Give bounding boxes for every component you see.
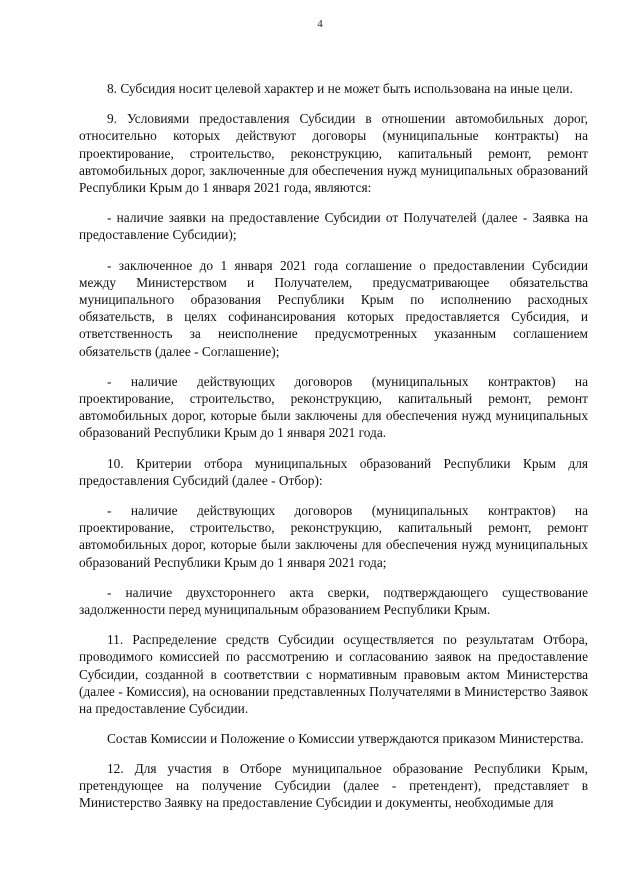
paragraph-11: 11. Распределение средств Субсидии осуществляется по результатам Отбора, проводимого комиссией по рассмотрению и согласованию заявок на предоставление Субсидии, созданной в соответствии с нормативным правовым актом Министерства (далее - Комиссия), на основании представленных Получателями в Министерство Заявок на предоставление Субсидии. (79, 632, 588, 717)
document-body (79, 80, 588, 824)
condition-item-contracts: - наличие действующих договоров (муниципальных контрактов) на проектирование, строительство, реконструкцию, капитальный ремонт, ремонт автомобильных дорог, которые были заключены для обеспечения нужд муниципальных образований Республики Крым до 1 января 2021 года. (79, 373, 588, 441)
paragraph-8: 8. Субсидия носит целевой характер и не может быть использована на иные цели. (107, 81, 573, 96)
criteria-item-reconciliation-act: - наличие двухстороннего акта сверки, подтверждающего существование задолженности перед муниципальным образованием Республики Крым. (79, 584, 588, 618)
condition-item-application: - наличие заявки на предоставление Субсидии от Получателей (далее - Заявка на предоставление Субсидии); (79, 210, 588, 243)
paragraph-9: 9. Условиями предоставления Субсидии в отношении автомобильных дорог, относительно которых действуют договоры (муниципальные контракты) на проектирование, строительство, реконструкцию, капитальный ремонт, ремонт автомобильных дорог, заключенные для обеспечения нужд муниципальных образований Республики Крым до 1 января 2021 года, являются: (79, 111, 588, 196)
criteria-item-contracts: - наличие действующих договоров (муниципальных контрактов) на проектирование, строительство, реконструкцию, капитальный ремонт, ремонт автомобильных дорог, которые были заключены для обеспечения нужд муниципальных образований Республики Крым до 1 января 2021 года; (79, 503, 588, 570)
commission-composition-paragraph: Состав Комиссии и Положение о Комиссии утверждаются приказом Министерства. (107, 731, 584, 747)
condition-item-agreement: - заключенное до 1 января 2021 года соглашение о предоставлении Субсидии между Министерством и Получателем, предусматривающее обязательства муниципального образования Республики Крым по исполнению расходных обязательств, в целях софинансирования которых предоставляется Субсидия, и ответственность за неисполнение предусмотренных указанным соглашением обязательств (далее - Соглашение); (79, 257, 588, 359)
paragraph-10: 10. Критерии отбора муниципальных образований Республики Крым для предоставления Субсидий (далее - Отбор): (79, 455, 588, 488)
page-number: 4 (317, 18, 323, 30)
paragraph-12: 12. Для участия в Отборе муниципальное образование Республики Крым, претендующее на получение Субсидии (далее - претендент), представляет в Министерство Заявку на предоставление Субсидии и документы, необходимые для (79, 760, 588, 810)
